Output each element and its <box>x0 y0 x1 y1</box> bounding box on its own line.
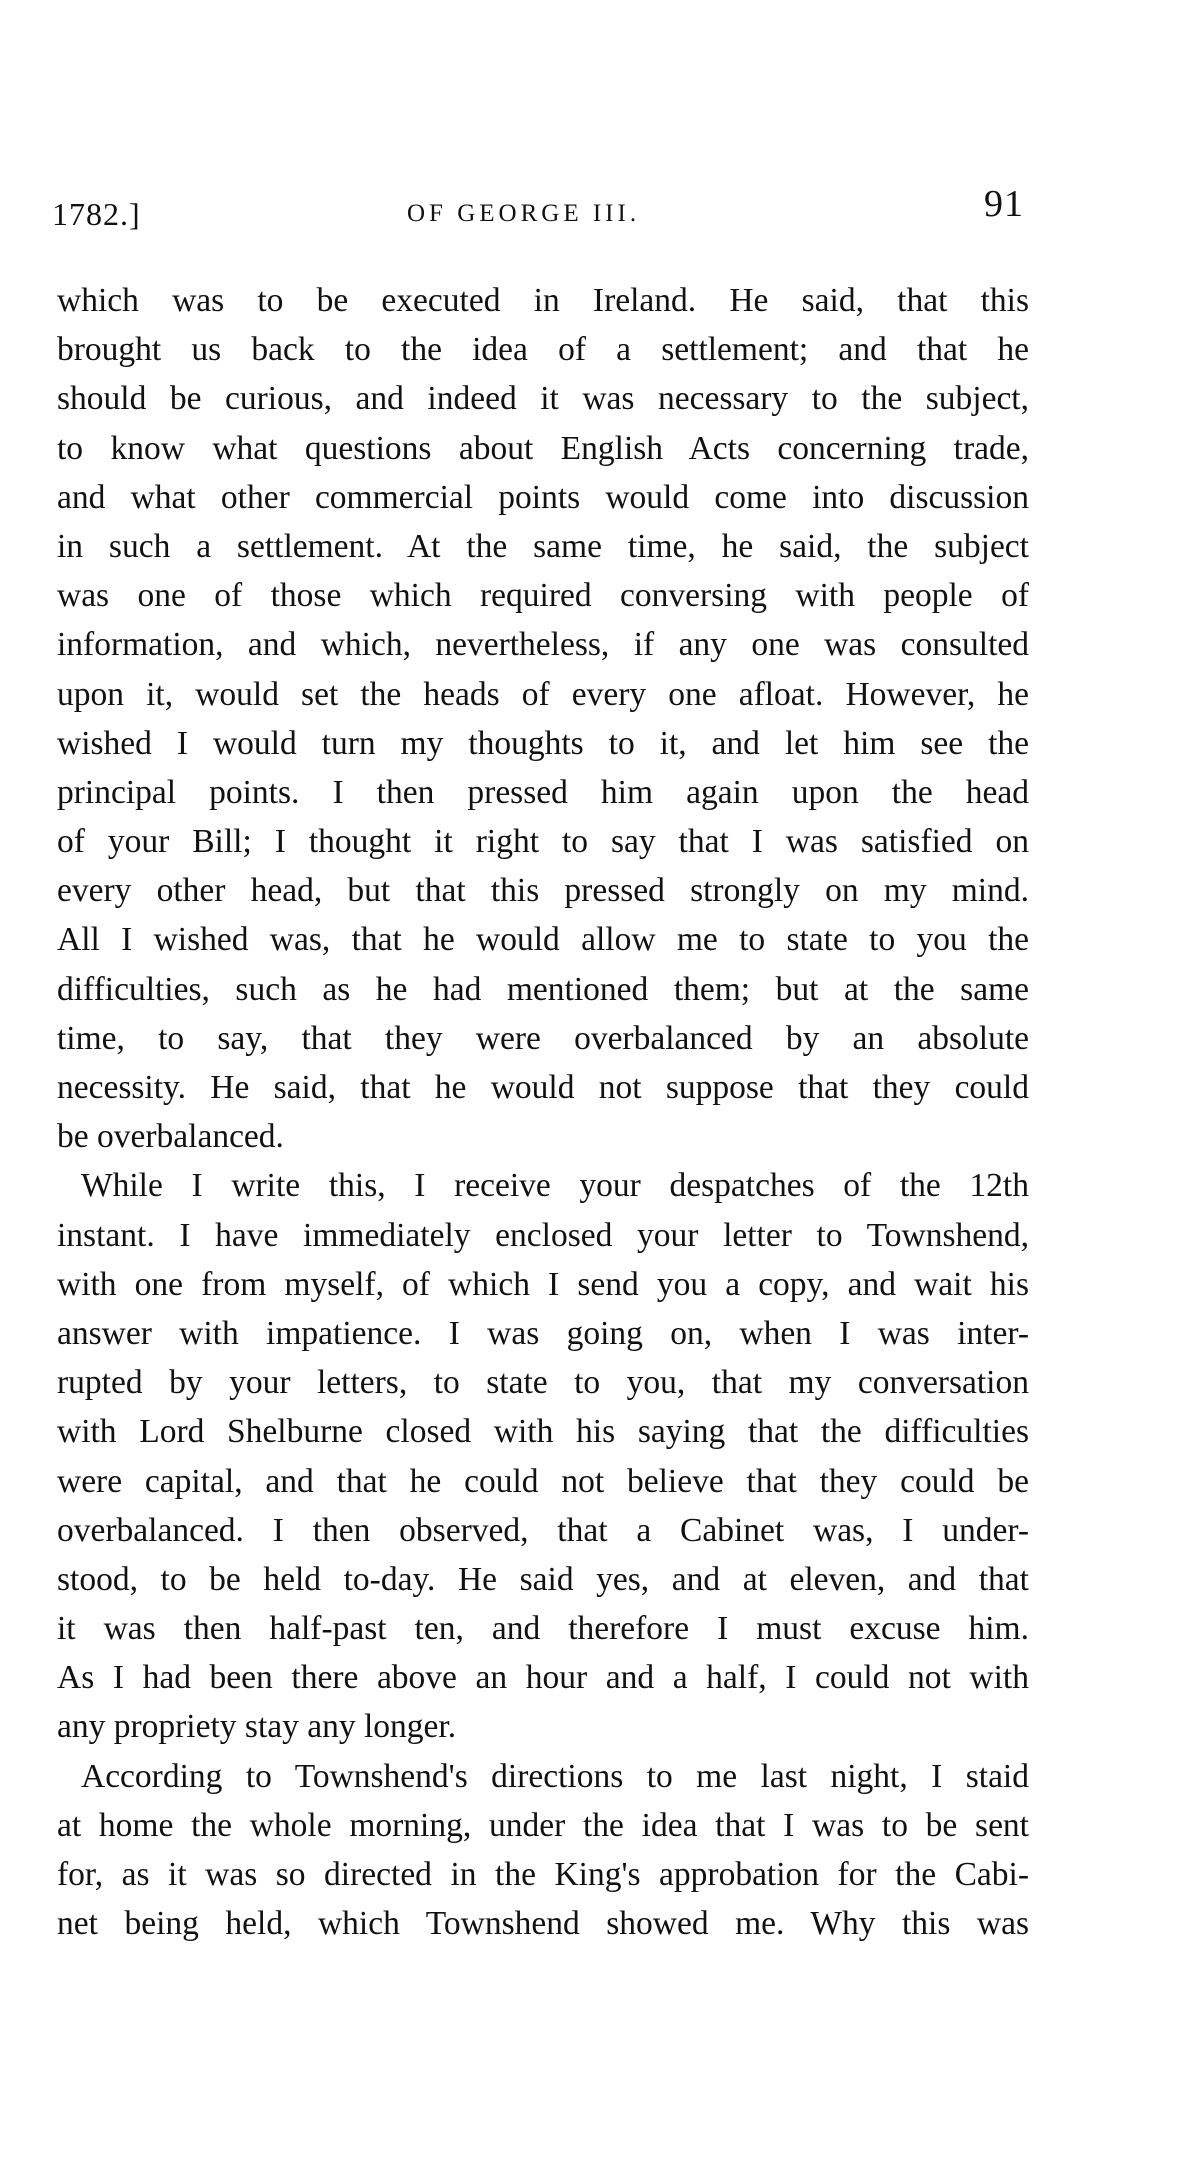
text-line: to know what questions about English Acts concerning trade, <box>57 429 1029 467</box>
running-head <box>52 182 1024 232</box>
running-head-title: OF GEORGE III. <box>407 200 641 227</box>
text-line: difficulties, such as he had mentioned them; but at the same <box>57 970 1029 1008</box>
text-line: of your Bill; I thought it right to say that I was satisfied on <box>57 823 1029 861</box>
paragraph-2 <box>57 1161 1029 1751</box>
text-line: As I had been there above an hour and a half, I could not with <box>57 1659 1029 1697</box>
paragraph-3 <box>57 1752 1029 1949</box>
text-line: every other head, but that this pressed strongly on my mind. <box>57 872 1029 910</box>
text-line: All I wished was, that he would allow me to state to you the <box>57 921 1029 959</box>
text-line: were capital, and that he could not believe that they could be <box>57 1462 1029 1500</box>
text-line: should be curious, and indeed it was necessary to the subject, <box>57 380 1029 418</box>
text-line: which was to be executed in Ireland. He said, that this <box>57 282 1029 319</box>
text-line: stood, to be held to-day. He said yes, and at eleven, and that <box>57 1560 1029 1598</box>
text-line: and what other commercial points would come into discussion <box>57 478 1029 516</box>
text-line: for, as it was so directed in the King's approbation for the Cabi- <box>57 1856 1029 1893</box>
text-line: According to Townshend's directions to me last night, I staid <box>81 1757 1029 1795</box>
text-line: information, and which, nevertheless, if any one was consulted <box>57 626 1029 664</box>
text-line: net being held, which Townshend showed me. Why this was <box>57 1905 1029 1943</box>
text-line: wished I would turn my thoughts to it, and let him see the <box>57 724 1029 762</box>
text-line: brought us back to the idea of a settlement; and that he <box>57 331 1029 369</box>
text-line: principal points. I then pressed him again upon the head <box>57 773 1029 811</box>
text-line: with one from myself, of which I send you a copy, and wait his <box>57 1265 1029 1303</box>
text-line: with Lord Shelburne closed with his saying that the difficulties <box>57 1413 1029 1451</box>
text-line: upon it, would set the heads of every one afloat. However, he <box>57 675 1029 713</box>
text-line: in such a settlement. At the same time, he said, the subject <box>57 527 1029 565</box>
text-line: overbalanced. I then observed, that a Cabinet was, I under- <box>57 1511 1029 1549</box>
text-line: any propriety stay any longer. <box>57 1708 457 1746</box>
text-line: instant. I have immediately enclosed your letter to Townshend, <box>57 1216 1029 1254</box>
text-line: time, to say, that they were overbalanced by an absolute <box>57 1019 1029 1057</box>
text-line: be overbalanced. <box>57 1118 284 1156</box>
text-line: it was then half-past ten, and therefore I must excuse him. <box>57 1610 1029 1648</box>
running-head-year: 1782.] <box>52 196 141 232</box>
text-line: rupted by your letters, to state to you, that my conversation <box>57 1364 1029 1402</box>
text-line: was one of those which required conversing with people of <box>57 577 1029 615</box>
paragraph-1 <box>57 276 1029 1161</box>
page-number: 91 <box>984 183 1024 225</box>
text-line: necessity. He said, that he would not suppose that they could <box>57 1069 1029 1106</box>
body-text <box>57 276 1029 1948</box>
text-line: answer with impatience. I was going on, when I was inter- <box>57 1314 1029 1352</box>
text-line: at home the whole morning, under the idea that I was to be sent <box>57 1806 1029 1844</box>
text-line: While I write this, I receive your despatches of the 12th <box>81 1167 1029 1205</box>
